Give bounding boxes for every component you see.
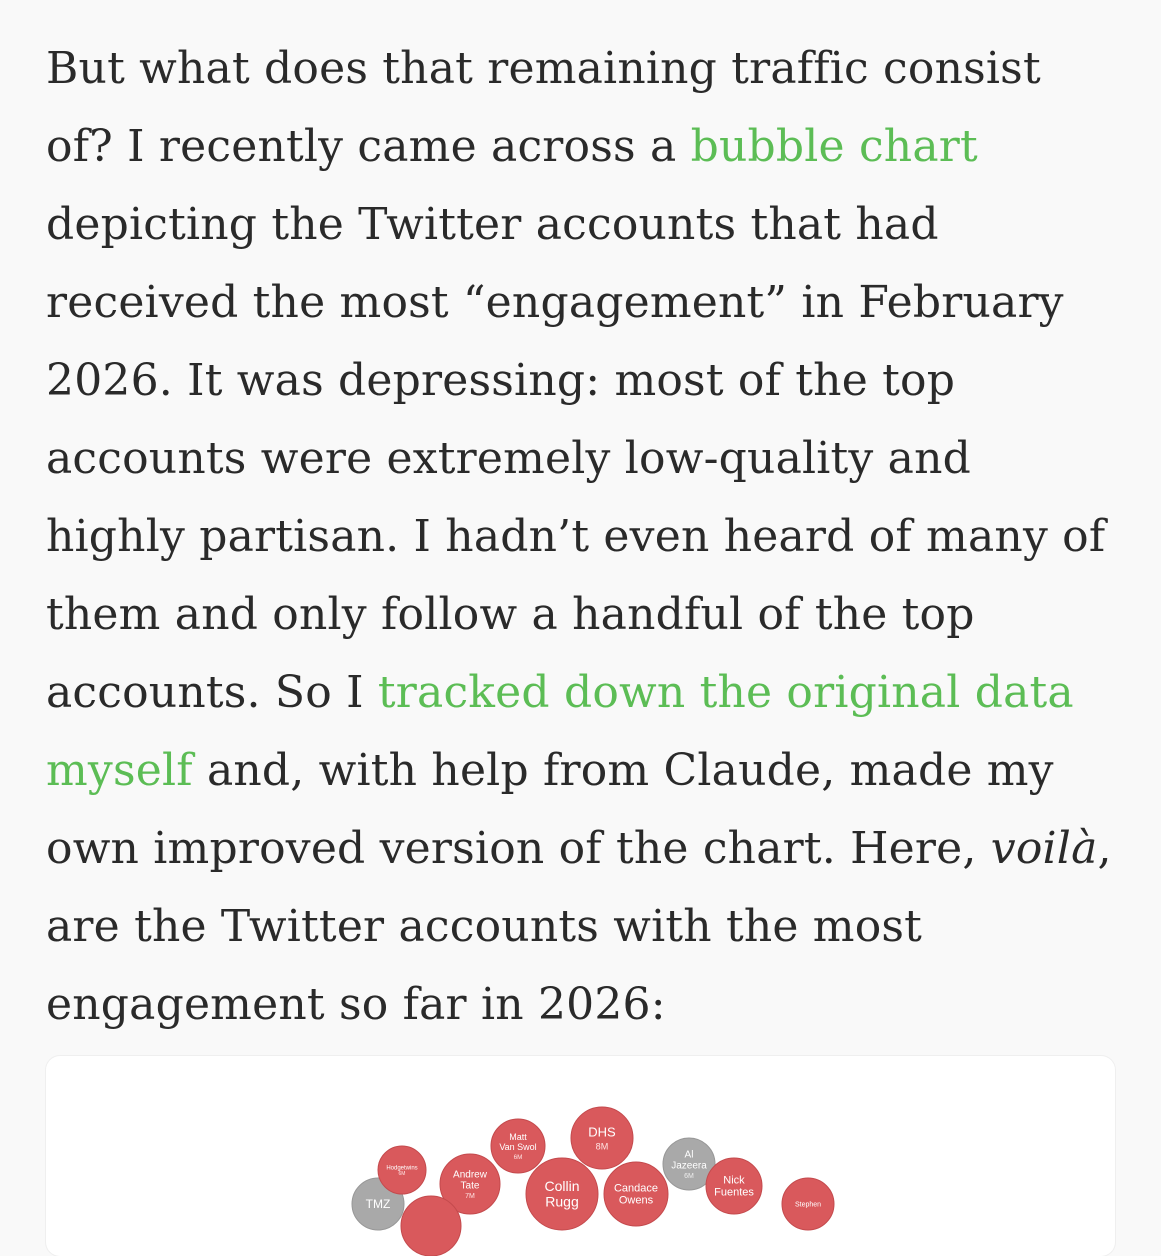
bubble-label: Matt	[509, 1131, 527, 1142]
bubble-value-label: 6M	[513, 1153, 523, 1161]
bubble-label: Collin	[544, 1177, 580, 1194]
bubble-label: TMZ	[365, 1196, 391, 1211]
bubble-label: Fuentes	[714, 1186, 754, 1199]
bubble-candace-owens	[604, 1162, 668, 1226]
paragraph-text-4: , are the Twitter accounts with the most engagement so far in 2026:	[46, 823, 1112, 1030]
original-data-link[interactable]: tracked down the original data myself	[46, 667, 1074, 796]
paragraph-text-3: and, with help from Claude, made my own improved version of the chart. Here,	[46, 745, 1054, 874]
bubble-value-label: 6M	[398, 1171, 406, 1178]
bubble-unlabeled	[401, 1196, 461, 1256]
bubble-label: Jazeera	[671, 1160, 707, 1172]
bubble-value-label: 6M	[684, 1173, 694, 1181]
paragraph-text-1: But what does that remaining traffic consist of? I recently came across a	[46, 43, 1041, 172]
paragraph-text-2: depicting the Twitter accounts that had received the most “engagement” in February 2026. It was depressing: most of the top accounts were extremely low-quality and highly partisan. I hadn’t even heard of many of them and only follow a handful of the top accounts. So I	[46, 199, 1106, 718]
bubble-dhs	[571, 1107, 633, 1169]
bubble-label: Nick	[723, 1174, 745, 1187]
bubble-value-label: 7M	[465, 1193, 475, 1201]
bubble-nick-fuentes	[706, 1158, 762, 1214]
bubble-matt-van-swol	[491, 1119, 545, 1173]
bubble-circle	[401, 1196, 461, 1256]
bubble-hodgetwins	[378, 1146, 426, 1194]
bubble-label: Van Swol	[499, 1141, 537, 1152]
article-paragraph	[46, 30, 1121, 1044]
bubble-chart-card	[46, 1056, 1115, 1256]
bubble-label: Rugg	[545, 1193, 579, 1210]
bubble-label: Tate	[460, 1180, 480, 1192]
voila-emphasis: voilà	[990, 823, 1098, 874]
bubble-collin-rugg	[526, 1158, 598, 1230]
bubble-label: Stephen	[794, 1201, 822, 1209]
bubble-label: Hodgetwins	[386, 1165, 418, 1172]
bubble-stephen	[782, 1178, 834, 1230]
bubble-label: DHS	[588, 1124, 616, 1140]
bubble-chart-link[interactable]: bubble chart	[690, 121, 978, 172]
bubble-label: Al	[684, 1149, 694, 1161]
bubble-chart-svg	[46, 1056, 1115, 1256]
bubble-label: Andrew	[453, 1169, 487, 1181]
article-body	[46, 30, 1121, 1044]
bubble-label: Owens	[618, 1194, 654, 1207]
bubble-label: Candace	[613, 1182, 659, 1195]
bubble-value-label: 8M	[595, 1141, 609, 1152]
